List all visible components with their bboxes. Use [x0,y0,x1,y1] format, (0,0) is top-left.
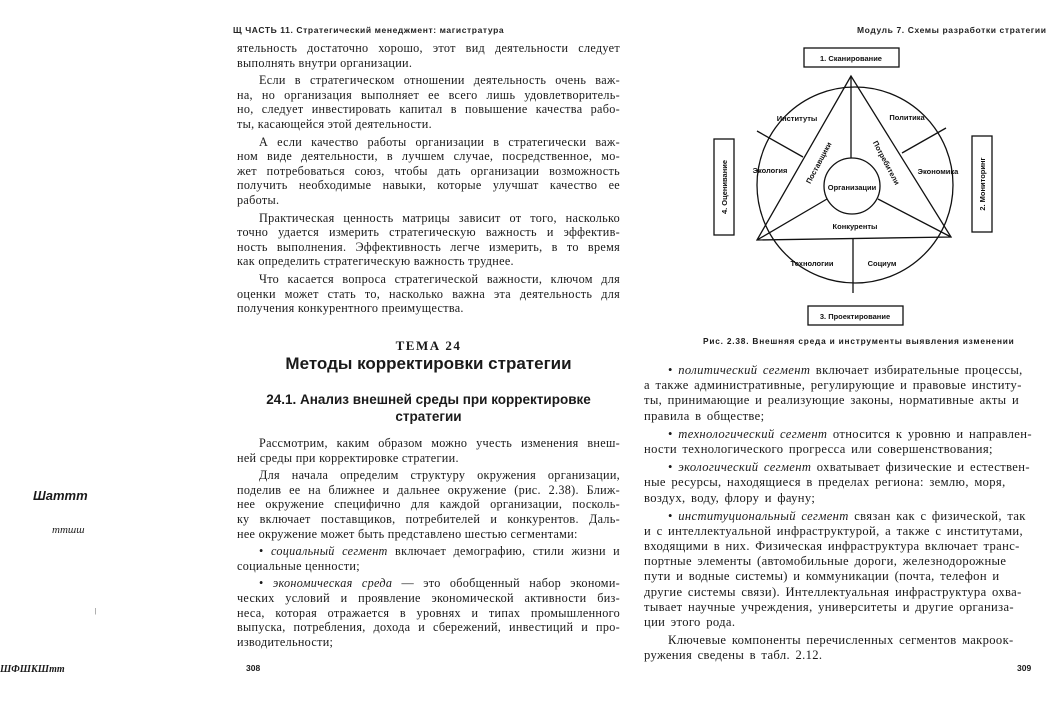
text-line: воздух, воду, флору и фауну; [644,490,816,505]
figure-caption: Рис. 2.38. Внешняя среда и инструменты выявления изменении [703,336,1015,346]
inner-segment-label: Потребители [870,139,902,187]
text-line: ты, принимающие и реализующие законы, нормативные акты и [644,393,1020,408]
line-text: охватывает физические и естествен- [811,460,1030,475]
left-text-top [237,41,620,316]
text-line: Практическая ценность матрицы зависит от того, насколько [259,210,620,225]
stage-label-design: 3. Проектирование [819,312,891,321]
text-line: ные ресурсы, находящиеся в пределах региона: землю, моря, [644,475,1006,490]
running-head-left: Щ ЧАСТЬ 11. Стратегический менеджмент: магистратура [233,25,505,35]
bullet-icon: • [668,460,679,475]
stage-label-evaluation: 4. Оценивание [720,159,729,215]
text-line [237,576,620,591]
text-line: поделив ее на ближнее и дальнее окружение (рис. 2.38). Ближ- [237,482,620,497]
bullet-term: политический сегмент [678,363,811,377]
text-line: Что касается вопроса стратегической важности, ключом для [259,271,620,286]
bullet-term: технологический сегмент [678,426,828,441]
text-line: входящими в них. Физическая инфраструктура включает транс- [644,539,1020,554]
segment-label: Политика [889,113,925,122]
text-line: но, следует инвестировать капитал в повышение качества рабо- [237,102,620,117]
left-text-bottom [237,436,620,649]
center-label: Организации [827,183,877,192]
right-text [644,363,1032,664]
text-line: нее окружение специфично для каждой организации, посколь- [237,497,620,512]
text-line: неса, которая отражается в уровнях и типах промышленного [237,605,620,620]
text-line: а также административные, регулирующие и правовые институ- [644,378,1022,393]
line-text: включает избирательные процессы, [810,363,1023,377]
stage-label-scanning: 1. Сканирование [820,54,882,63]
segment-label: Институты [776,114,818,123]
bullet-term: социальный сегмент [270,544,388,559]
text-line: ческих условий и проявление экономической активности биз- [237,590,620,605]
text-line: Для начала определим структуру окружения организации, [259,468,620,483]
text-line [644,427,1032,442]
text-line: тывает научные учреждения, университеты и другие организа- [644,599,1014,614]
topic-title: Методы корректировки стратегии [285,354,572,373]
page-number-left: 308 [246,663,261,673]
text-line: ность выполнения. Эффективность легче измерить, в то время [237,239,620,254]
line-text: включает демографию, стили жизни и [387,544,620,559]
inner-segment-label: Конкуренты [832,222,878,231]
text-line: и с интеллектуальной инфраструктурой, а также с институтами, [644,523,1024,538]
margin-mark: ШФШКШтт [0,664,65,675]
text-line: другие системы связи). Интеллектуальная инфраструктура охва- [644,584,1022,599]
bullet-icon: • [259,576,273,591]
text-line: Ключевые компоненты перечисленных сегментов макроок- [668,633,1014,648]
text-line: выполнять внутри организации. [237,55,413,70]
segment-label: Технологии [790,259,834,268]
line-text: — это обобщенный набор экономи- [392,576,621,591]
bullet-icon: • [668,426,679,441]
text-line: работы. [237,192,280,207]
bullet-term: институциональный сегмент [678,508,849,523]
text-line: нее окружение может быть представлено шестью сегментами: [237,526,578,541]
text-line: получения конкурентного преимущества. [237,301,464,316]
segment-label: Экология [752,166,788,175]
margin-mark: Шаттт [33,488,88,503]
text-line: пути и водные системы) и коммуникации (почта, телефон и [644,569,1000,584]
text-line: получить необходимые навыки, которые улучшат качество ее [237,178,620,193]
margin-mark: ттшш [52,524,85,536]
segment-label: Социум [867,259,897,268]
text-line [644,509,1032,524]
text-line: оценки может стать то, насколько важна эта деятельность для [237,286,620,301]
text-line [237,544,620,559]
text-line [644,363,1032,378]
stage-label-monitoring: 2. Мониторинг [978,157,987,211]
text-line: ку включает поставщиков, потребителей и конкурентов. Даль- [237,511,620,526]
text-line: социальные ценности; [237,558,360,573]
text-line: ятельность достаточно хорошо, этот вид деятельности следует [237,41,620,55]
text-line: правила в обществе; [644,408,765,423]
section-title-line1: 24.1. Анализ внешней среды при корректировке [266,392,591,407]
line-text: относится к уровню и направлен- [827,426,1032,441]
text-line: ции этого рода. [644,615,736,629]
text-line: ности технологического прогресса или совершенствования; [644,441,993,456]
bullet-icon: • [259,544,271,559]
margin-mark: | [95,607,97,615]
topic-label: ТЕМА 24 [395,338,462,353]
text-line: А если качество работы организации в стратегически важ- [259,134,620,149]
text-line: точно удается измерить стратегическую важность и эффектив- [237,225,620,240]
text-line: ней среды при корректировке стратегии. [237,450,459,465]
text-line: ном виде деятельности, в лучшем случае, посредственное, мо- [237,149,620,164]
text-line: Если в стратегическом отношении деятельность очень важ- [259,73,620,88]
text-line: ружения сведены в табл. 2.12. [644,648,823,663]
section-title-line2: стратегии [395,409,462,424]
text-line: портные элементы (автомобильные дороги, железнодорожные [644,554,1007,569]
text-line [644,460,1032,475]
bullet-term: экономическая среда [272,576,393,591]
segment-label: Экономика [917,167,959,176]
text-line: как определить стратегическую важность труднее. [237,254,514,269]
text-line: изводительности; [237,634,334,649]
page-number-right: 309 [1017,663,1032,673]
text-line: ты, касающейся этой деятельности. [237,116,432,131]
bullet-icon: • [668,508,679,523]
text-line: на, но организация выполняет ее всего лишь удовлетворитель- [237,87,620,102]
bullet-term: экологический сегмент [678,460,812,475]
line-text: связан как с физической, так [848,508,1026,523]
text-line: выпуска, потребления, дохода и сбережений, инвестиций и про- [237,620,620,635]
environment-diagram [700,40,1010,335]
inner-segment-label: Поставщики [804,140,834,186]
running-head-right: Модуль 7. Схемы разработки стратегии [857,25,1047,35]
bullet-icon: • [668,363,679,377]
text-line: жет потребоваться союз, чтобы дать организации возможность [237,163,620,178]
text-line: Рассмотрим, каким образом можно учесть изменения внеш- [259,436,620,450]
